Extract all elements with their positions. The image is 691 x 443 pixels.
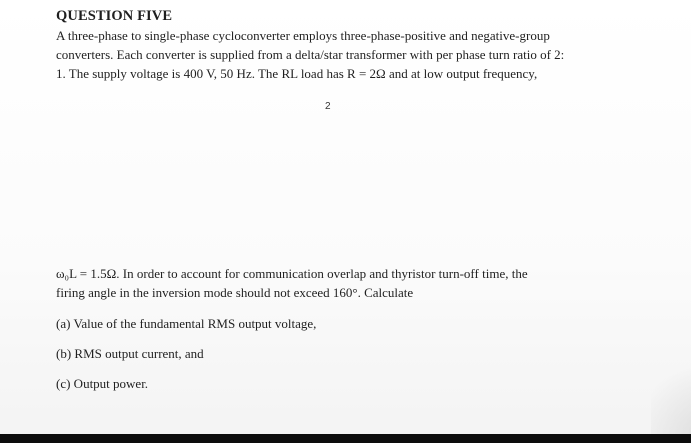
page-curl-shadow [651, 348, 691, 438]
question-text-line: 1. The supply voltage is 400 V, 50 Hz. The RL load has R = 2Ω and at low output frequency, [56, 66, 538, 81]
question-part-a: (a) Value of the fundamental RMS output voltage, [56, 316, 317, 331]
question-text-line: firing angle in the inversion mode should not exceed 160°. Calculate [56, 285, 414, 300]
question-text-line: converters. Each converter is supplied from a delta/star transformer with per phase turn ratio of 2: [56, 47, 565, 62]
question-part-c: (c) Output power. [56, 376, 149, 391]
question-text-line: ω₀L = 1.5Ω. In order to account for communication overlap and thyristor turn-off time, the [56, 266, 528, 281]
page-number: 2 [325, 101, 331, 112]
question-part-b: (b) RMS output current, and [56, 346, 204, 361]
bottom-black-bar [0, 434, 691, 443]
question-text-line: A three-phase to single-phase cycloconverter employs three-phase-positive and negative-group [56, 28, 550, 43]
question-heading: QUESTION FIVE [56, 8, 173, 24]
